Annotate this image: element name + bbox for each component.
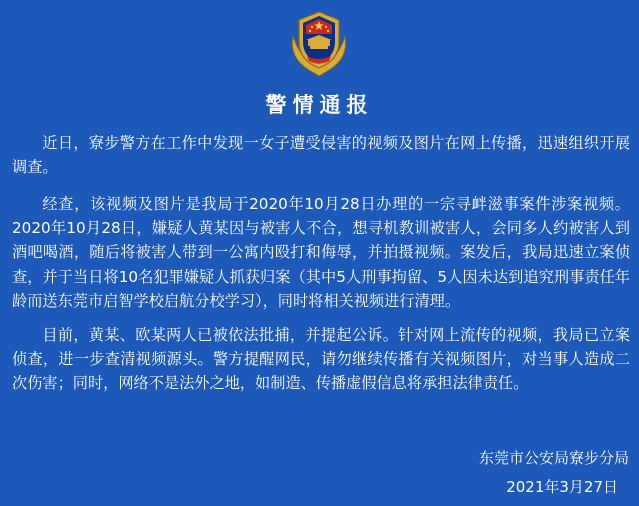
paragraph-investigation: 经查，该视频及图片是我局于2020年10月28日办理的一宗寻衅滋事案件涉案视频。2020年10月28日，嫌疑人黄某因与被害人不合，想寻机教训被害人，会同多人约被害人到酒吧喝酒，随后将被害人带到一公寓内殴打和侮辱，并拍摄视频。案发后，我局迅速立案侦查，并于当日将10名犯罪嫌疑人抓获归案（其中5人刑事拘留、5人因未达到追究刑事责任年龄而送东莞市启智学校启航分校学习），同时将相关视频进行清理。 (12, 195, 630, 310)
issue-date: 2021年3月27日 (506, 478, 618, 496)
page-title: 警情通报 (265, 93, 374, 117)
paragraph-intro: 近日，寮步警方在工作中发现一女子遭受侵害的视频及图片在网上传播，迅速组织开展调查。 (12, 134, 630, 177)
police-emblem-icon (287, 6, 351, 78)
issuer-signature: 东莞市公安局寮步分局 (478, 449, 629, 467)
paragraph-current-status: 目前，黄某、欧某两人已被依法批捕，并提起公诉。针对网上流传的视频，我局已立案侦查，进一步查清视频源头。警方提醒网民，请勿继续传播有关视频图片，对当事人造成二次伤害；同时，网络不是法外之地，如制造、传播虚假信息将承担法律责任。 (12, 326, 630, 393)
